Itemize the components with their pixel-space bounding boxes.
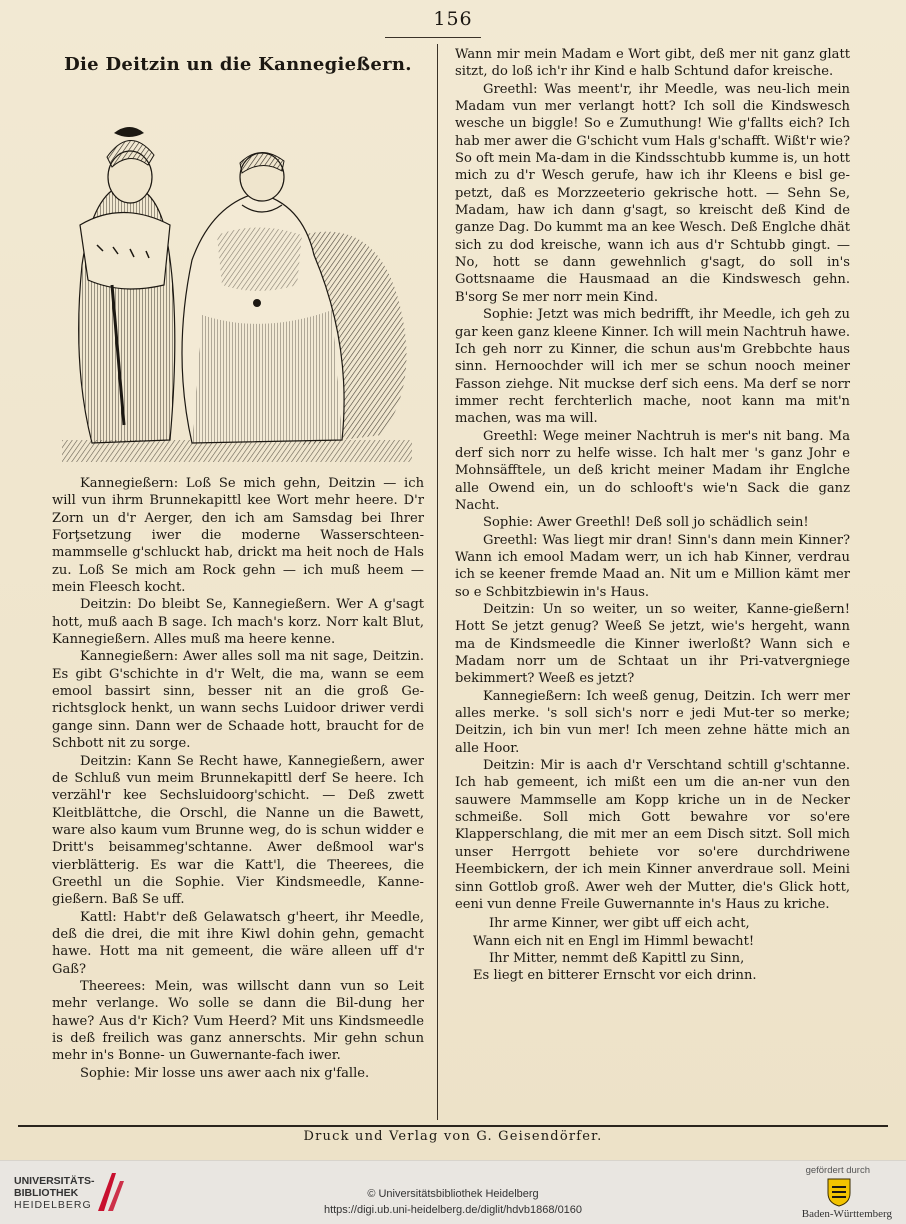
state-coat-of-arms-icon xyxy=(826,1177,852,1207)
permalink[interactable]: https://digi.ub.uni-heidelberg.de/diglit/hdvb1868/0160 xyxy=(323,1204,583,1216)
header-rule xyxy=(385,37,481,38)
funded-by-label: gefördert durch xyxy=(805,1165,870,1176)
paragraph: Deitzin: Kann Se Recht hawe, Kannegießern, awer de Schluß vun meim Brunnekapittl derf Se heere. Ich verzähl'r kee Sechsluidoorg'schicht. — Deß zwett Kleitblättche, die Orschl, die Nanne un die Bawett, ware also kaum vum Brunne weg, do is schun widder e Dritt's beisammeg'schtanne. Awer deßmool war's vierblätterig. Es war die Katt'l, die Theerees, die Greethl un die Sophie. Vier Kindsmeedle, Kanne-gießern. Baß Se uff. xyxy=(52,753,424,908)
right-column xyxy=(455,46,850,985)
paragraph: Deitzin: Do bleibt Se, Kannegießern. Wer A g'sagt hott, muß aach B sage. Ich mach's korz. Norr kalt Blut, Kannegießern. Alles muß ma heere kenne. xyxy=(52,597,424,648)
verse-line: Wann eich nit en Engl im Himml bewacht! xyxy=(473,933,755,949)
paragraph: Theerees: Mein, was willscht dann vun so Leit mehr verlange. Wo solle se dann die Bil-dung her hawe? Aus d'r Kich? Vum Heerd? Mit uns Kindsmeedle is deß freilich was ganz annerschts. Mir gehn schun mehr in's Bonne- un Guwernante-fach iwer. xyxy=(52,978,424,1064)
copyright-notice: © Universitätsbibliothek Heidelberg xyxy=(367,1188,539,1200)
left-column xyxy=(52,52,424,1082)
paragraph: Kannegießern: Ich weeß genug, Deitzin. Ich werr mer alles merke. 's soll sich's norr e jedi Mut-ter so merke; Deitzin, ich bin vun mer! Ich meen zehne hätte mich an alle Hoor. xyxy=(455,688,850,756)
closing-verse xyxy=(455,915,850,984)
paragraph: Deitzin: Mir is aach d'r Verschtand schtill g'schtanne. Ich hab gemeent, ich mißt een um die an-ner vun den sauwere Mammselle am Kopp kriche un in de Necker schmeiße. Soll mich Gott bewahre vor so'ere Klapperschlang, die mit mer an eem Disch sitzt. Soll mich unser Herrgott behiete vor so'ere durchdriwene Heembickern, der ich mein Kinner anverdraue soll. Meini sinn Gottlob groß. Awer weh der Mutter, die's Glick hott, eeni vun denne Freile Guwernannte in's Haus zu kriche. xyxy=(455,758,850,912)
paragraph: Wann mir mein Madam e Wort gibt, deß mer nit ganz glatt sitzt, do loß ich'r ihr Kind e halb Schtund dafor kreische. xyxy=(455,47,850,80)
verse-line: Ihr Mitter, nemmt deß Kapittl zu Sinn, xyxy=(489,950,745,966)
article-title: Die Deitzin un die Kannegießern. xyxy=(64,54,412,75)
paragraph: Kannegießern: Loß Se mich gehn, Deitzin — ich will vun ihrm Brunnekapittl kee Wort mehr heere. D'r Zorn un d'r Aerger, den ich am Samsdag bei Ihrer Forţsetzung iwer die moderne Wasserschteen-mammselle g'schluckt hab, drickt ma heit noch de Hals zu. Loß Se mich am Rock gehn — ich muß heem — mein Fleesch kocht. xyxy=(52,476,424,596)
imprint: Druck und Verlag von G. Geisendörfer. xyxy=(303,1129,603,1144)
paragraph: Kannegießern: Awer alles soll ma nit sage, Deitzin. Es gibt G'schichte in d'r Welt, die ma, wann se eem emool bassirt sinn, besser nit an die groß Ge-richtsglock henkt, un wann sechs Luidoor driwer verdi gange sinn. Dann wer de Schaade hott, braucht for de Schbott nit zu sorge. xyxy=(52,649,424,752)
paragraph: Greethl: Wege meiner Nachtruh is mer's nit bang. Ma derf sich norr zu helfe wisse. Ich halt mer 's ganz Johr e Mohnsäfftele, un deß kricht meiner Madam ihr Englche alle Owend ein, un do schlooft's wie'n Sack die ganz Nacht. xyxy=(455,428,850,513)
column-divider xyxy=(437,44,438,1120)
paragraph: Sophie: Mir losse uns awer aach nix g'falle. xyxy=(80,1065,370,1081)
verse-line: Ihr arme Kinner, wer gibt uff eich acht, xyxy=(489,916,750,932)
paragraph: Sophie: Jetzt was mich bedrifft, ihr Meedle, ich geh zu gar keen ganz kleene Kinner. Ich will mein Nachtruh hawe. Ich geh norr zu Kinner, die schun aus'm Grebbchte haus sinn. Hernoochder will ich mer se schun nooch meiner Fasson ziehge. Nit muckse derf sich eens. Ma derf se norr immer recht ferchterlich mache, noot kann ma mit'n machen, was ma will. xyxy=(455,307,850,427)
library-name-line: UNIVERSITÄTS- xyxy=(14,1175,95,1187)
paragraph: Kattl: Habt'r deß Gelawatsch g'heert, ihr Meedle, deß die drei, die mit ihre Kiwl dohin gehn, gemacht hawe. Hott ma nit gemeent, die wäre alleen uff d'r Gaß? xyxy=(52,909,424,977)
paragraph: Greethl: Was liegt mir dran! Sinn's dann mein Kinner? Wann ich emool Madam werr, un ich hab Kinner, verdrau ich se keener fremde Maad an. Nit um e Million kämt mer so e Schbitzbiewin in's Haus. xyxy=(455,532,850,600)
page-number: 156 xyxy=(433,8,473,30)
paragraph: Greethl: Was meent'r, ihr Meedle, was neu-lich mein Madam vun mer verlangt hott? Ich soll die Kindswesch wesche un biggle! So e Zumuthung! Wie g'fallts eich? Ich hab mer awer die G'schicht vum Hals g'schafft. Wißt'r wie? So oft mein Ma-dam in die Kindsschtubb kumme is, un hott mich zu d'r Wesch gerufe, haw ich ihr Kleens e bisl ge-petzt, daß es Morzzeeterio gekrische hott. — Sehn Se, Madam, haw ich dann g'sagt, so kreischt deß Kind de ganze Dag. Do kummt ma an kee Wesch. Deß Englche dhät sich zu dod kreische, wann ich aus d'r Schtubb gingt. — No, hott se dann gewehnlich g'sagt, do soll in's Gottsnaame die Hausmaad an die Kindswesch gehn. B'sorg Se mer norr mein Kind. xyxy=(455,81,850,305)
library-name-line: HEIDELBERG xyxy=(14,1199,92,1211)
footer-rule xyxy=(18,1125,888,1127)
verse-line: Es liegt en bitterer Ernscht vor eich drinn. xyxy=(473,968,757,984)
library-name-line: BIBLIOTHEK xyxy=(14,1187,79,1199)
digitization-footer xyxy=(0,1160,906,1224)
state-name: Baden-Württemberg xyxy=(801,1208,892,1220)
paragraph: Sophie: Awer Greethl! Deß soll jo schädlich sein! xyxy=(483,515,809,531)
paragraph: Deitzin: Un so weiter, un so weiter, Kanne-gießern! Hott Se jetzt genug? Weeß Se jetzt, wie's hergeht, wann ma de Kindsmeedle die Kinner iwerloßt? Wann sich e Madam norr um de Schtaat un ihr Pri-vatvergniege bekimmert? Weeß es jetzt? xyxy=(455,602,850,687)
two-women-engraving-icon xyxy=(52,85,424,467)
